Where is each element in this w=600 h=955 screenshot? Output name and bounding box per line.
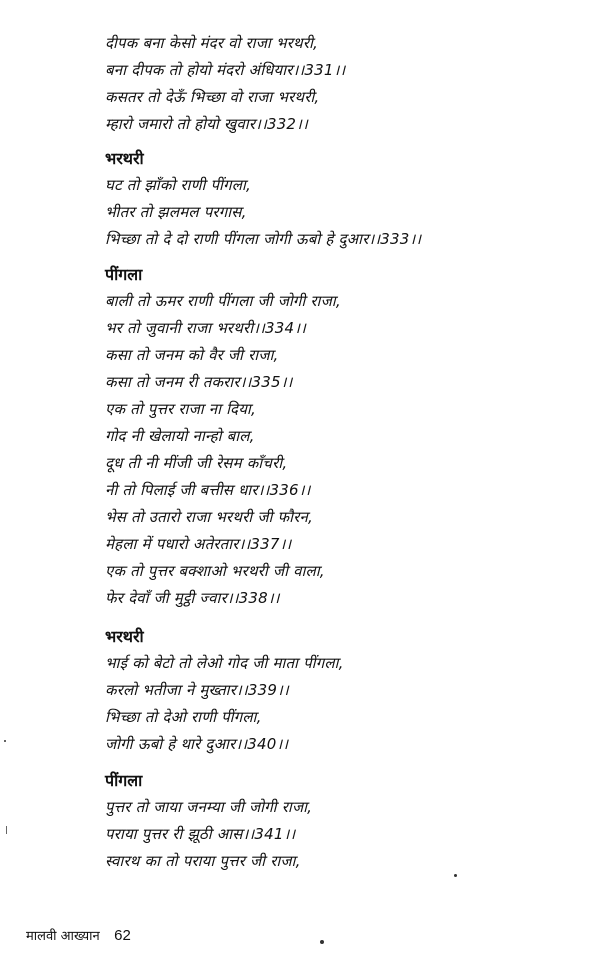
verse-line: पुत्तर तो जाया जनम्या जी जोगी राजा,: [105, 798, 313, 816]
verse-line: मेहला में पधारो अतेरतार।।337।।: [105, 535, 292, 553]
verse-line: भिच्छा तो देओ राणी पींगला,: [105, 708, 262, 726]
scan-speck: [4, 740, 6, 742]
speaker-heading: भरथरी: [105, 149, 144, 168]
speaker-heading: पींगला: [105, 771, 143, 790]
page-footer: [26, 926, 131, 944]
verse-line: बाली तो ऊमर राणी पींगला जी जोगी राजा,: [105, 292, 341, 310]
page-number: 62: [114, 927, 131, 944]
verse-line: कसतर तो देऊँ भिच्छा वो राजा भरथरी,: [105, 88, 320, 106]
scan-speck: [320, 940, 324, 944]
verse-line: दीपक बना केसो मंदर वो राजा भरथरी,: [105, 34, 319, 52]
book-title: मालवी आख्यान: [26, 929, 100, 944]
verse-line: एक तो पुत्तर बक्शाओ भरथरी जी वाला,: [105, 562, 325, 580]
scan-speck: [454, 874, 457, 877]
verse-line: भर तो जुवानी राजा भरथरी।।334।।: [105, 319, 307, 337]
verse-line: फेर देवाँ जी मुट्ठी ज्वार।।338।।: [105, 589, 280, 607]
speaker-heading: भरथरी: [105, 627, 144, 646]
verse-line: दूध ती नी मींजी जी रेसम काँचरी,: [105, 454, 288, 472]
verse-section-0: [105, 30, 585, 138]
verse-line: गोद नी खेलायो नान्हो बाल,: [105, 427, 255, 445]
verse-line: घट तो झाँको राणी पींगला,: [105, 176, 251, 194]
verse-section-1: [105, 146, 585, 253]
scan-speck: [6, 826, 7, 834]
verse-line: एक तो पुत्तर राजा ना दिया,: [105, 400, 256, 418]
verse-line: स्वारथ का तो पराया पुत्तर जी राजा,: [105, 852, 301, 870]
verse-line: कसा तो जनम को वैर जी राजा,: [105, 346, 279, 364]
verse-section-3: [105, 624, 585, 758]
verse-line: भिच्छा तो दे दो राणी पींगला जोगी ऊबो हे दुआर।।333।।: [105, 230, 422, 248]
verse-line: म्हारो जमारो तो होयो खुवार।।332।।: [105, 115, 308, 133]
speaker-heading: पींगला: [105, 265, 143, 284]
verse-line: नी तो पिलाई जी बत्तीस धार।।336।।: [105, 481, 311, 499]
verse-line: भाई को बेटो तो लेओ गोद जी माता पींगला,: [105, 654, 344, 672]
verse-section-4: [105, 768, 585, 875]
verse-line: कसा तो जनम री तकरार।।335।।: [105, 373, 293, 391]
verse-line: बना दीपक तो होयो मंदरो अंधियार।।331।।: [105, 61, 346, 79]
verse-line: भीतर तो झलमल परगास,: [105, 203, 247, 221]
verse-line: जोगी ऊबो हे थारे दुआर।।340।।: [105, 735, 289, 753]
verse-line: करलो भतीजा ने मुख्तार।।339।।: [105, 681, 289, 699]
verse-line: पराया पुत्तर री झूठी आस।।341।।: [105, 825, 296, 843]
verse-section-2: [105, 262, 585, 612]
verse-line: भेस तो उतारो राजा भरथरी जी फौरन,: [105, 508, 314, 526]
